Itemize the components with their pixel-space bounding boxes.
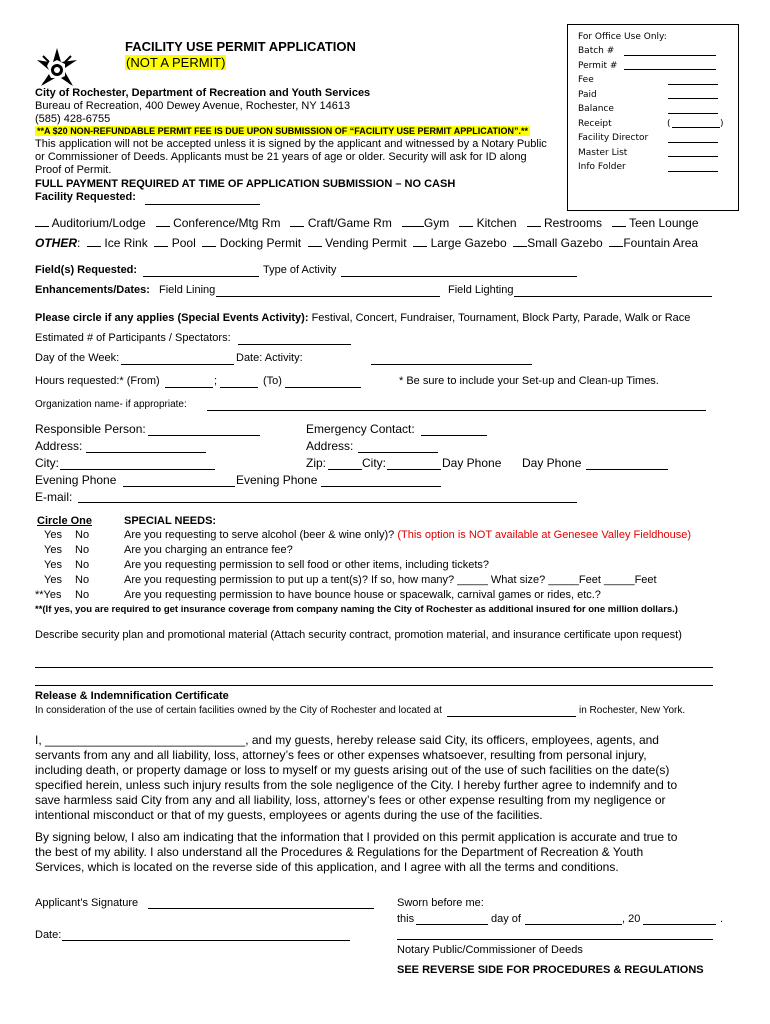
facility-auditorium: Auditorium/Lodge [51,216,146,230]
office-balance: Balance [578,104,614,114]
other-label: OTHER [35,236,77,250]
yes-option[interactable]: Yes [44,574,62,586]
zip-field[interactable] [328,469,362,470]
form-title: FACILITY USE PERMIT APPLICATION [125,39,356,54]
release-p1-line-3: including death, or property damage or loss to myself or my guests arising out of the use of such facilities on the date(s) [35,763,670,777]
insurance-note: **(If yes, you are required to get insurance coverage from company naming the City of Rochester as additional insured for one million dollars.) [35,604,678,615]
office-facility-director: Facility Director [578,133,649,143]
receipt-paren-close: ) [720,119,724,129]
office-batch: Batch # [578,46,615,56]
day-field[interactable] [416,924,488,925]
office-master-list: Master List [578,148,628,158]
day-phone2-label: Day Phone [522,456,582,470]
facility-director-field[interactable] [668,142,718,143]
day-phone-label: Day Phone [442,456,502,470]
field-lining-label: Field Lining [159,284,216,296]
hours-note: * Be sure to include your Set-up and Clean-up Times. [399,375,659,387]
hours-label: Hours requested:* (From) [35,375,160,387]
address-label: Address: [35,439,83,453]
date-activity-field[interactable] [371,364,532,365]
day-of-week-label: Day of the Week: [35,352,120,364]
office-paid: Paid [578,90,597,100]
consideration-text: In consideration of the use of certain facilities owned by the City of Rochester and located at [35,705,442,716]
day-of-week-field[interactable] [121,364,234,365]
day-phone-field[interactable] [586,469,668,470]
applicant-signature-field[interactable] [148,908,374,909]
org-name-field[interactable] [207,410,706,411]
release-p1-line-1: I, ______________________________, and my guests, hereby release said City, its officers, employees, agents, and [35,733,659,747]
office-info-folder: Info Folder [578,162,626,172]
facility-vending-permit: Vending Permit [325,236,407,250]
field-lining-field[interactable] [216,296,440,297]
in-rochester-text: in Rochester, New York. [579,705,686,716]
hours-semicolon: ; [214,375,218,387]
emergency-label: Emergency Contact: [306,422,415,436]
checkbox-line[interactable] [513,236,527,247]
facility-row-1 [35,216,699,230]
checkbox-line[interactable] [308,236,322,247]
zip-label: Zip: [306,456,327,470]
facility-ice-rink: Ice Rink [104,236,148,250]
facility-large-gazebo: Large Gazebo [430,236,507,250]
payment-notice: FULL PAYMENT REQUIRED AT TIME OF APPLICATION SUBMISSION – NO CASH [35,178,456,190]
yes-option[interactable]: **Yes [35,589,62,601]
release-p1-line-2: servants from any and all liability, loss, attorney’s fees or other expenses whatsoever, resulting from personal injury, [35,748,647,762]
release-p2-line-2: the best of my ability. I also understand all the Procedures & Regulations for the Department of Recreation & Youth [35,845,644,859]
info-folder-field[interactable] [668,171,718,172]
master-list-field[interactable] [668,156,718,157]
participants-label: Estimated # of Participants / Spectators: [35,332,231,344]
special-events-row [35,312,690,324]
checkbox-line[interactable] [156,216,170,227]
email-field[interactable] [78,502,577,503]
checkbox-line[interactable] [154,236,168,247]
enhancements-label: Enhancements/Dates: [35,284,150,296]
office-receipt: Receipt [578,119,612,129]
facility-conference: Conference/Mtg Rm [173,216,281,230]
intro-line-2: or Commissioner of Deeds. Applicants must be 21 years of age or older. Security will ask for ID along [35,151,527,163]
office-title: For Office Use Only: [578,32,667,42]
question-tent: Are you requesting permission to put up a tent(s)? If so, how many? _____ What size? _____Feet _____Feet [124,574,657,586]
office-permit: Permit # [578,61,618,71]
address-field[interactable] [86,452,206,453]
bureau-address: Bureau of Recreation, 400 Dewey Avenue, Rochester, NY 14613 [35,100,351,112]
this-label: this [397,913,415,925]
fields-requested-label: Field(s) Requested: [35,264,138,276]
question-sell-food: Are you requesting permission to sell food or other items, including tickets? [124,559,490,571]
release-p1-line-6: intentional misconduct or that of my guests, employees or agents during the use of the facilities. [35,808,543,822]
security-plan-field-2[interactable] [35,685,713,686]
facility-teen-lounge: Teen Lounge [629,216,699,230]
facility-requested-field[interactable] [145,204,260,205]
applicant-signature-label: Applicant’s Signature [35,897,139,909]
sworn-label: Sworn before me: [397,897,484,909]
evening-phone-label: Evening Phone [35,473,117,487]
security-plan-label: Describe security plan and promotional material (Attach security contract, promotion material, and insurance certificate upon request) [35,629,682,641]
facility-pool: Pool [171,236,196,250]
org-name: City of Rochester, Department of Recreation and Youth Services [35,87,371,99]
evening-phone2-field[interactable] [321,486,441,487]
period: . [720,913,724,925]
checkbox-line[interactable] [413,236,427,247]
fields-requested-field[interactable] [143,276,259,277]
paid-field[interactable] [668,98,718,99]
question-bounce-house: Are you requesting permission to have bounce house or spacewalk, carnival games or rides, etc.? [124,589,601,601]
checkbox-line[interactable] [609,236,623,247]
checkbox-line[interactable] [87,236,101,247]
checkbox-line[interactable] [527,216,541,227]
receipt-field[interactable] [672,127,720,128]
location-field[interactable] [447,716,576,717]
address2-field[interactable] [358,452,438,453]
checkbox-line[interactable] [35,216,49,227]
evening-phone2-label: Evening Phone [236,473,318,487]
release-p2-line-1: By signing below, I also am indicating that the information that I provided on this permit application is accurate and true to [35,830,678,844]
checkbox-line[interactable] [459,216,473,227]
permit-field[interactable] [624,69,716,70]
office-fee: Fee [578,75,594,85]
office-use-box [567,24,739,211]
fee-notice: **A $20 NON-REFUNDABLE PERMIT FEE IS DUE UPON SUBMISSION OF “FACILITY USE PERMIT APPLICATION”.** [37,126,529,136]
form-subtitle: (NOT A PERMIT) [126,55,226,70]
no-option[interactable]: No [75,589,90,601]
reverse-side-note: SEE REVERSE SIDE FOR PROCEDURES & REGULATIONS [397,964,704,976]
field-lighting-label: Field Lighting [448,284,514,296]
month-field[interactable] [525,924,622,925]
facility-row-2: OTHER: Ice Rink Pool Docking Permit Vending Permit Large Gazebo Small Gazebo Fountain Area [35,236,699,250]
circle-one-label: Circle One [37,515,93,527]
notary-signature-field[interactable] [397,939,713,940]
date-activity-label: Date: Activity: [236,352,303,364]
question-text: Are you requesting to serve alcohol (beer & wine only)? [124,529,395,541]
intro-line-1: This application will not be accepted unless it is signed by the applicant and witnessed by a Notary Public [35,138,547,150]
balance-field[interactable] [668,113,718,114]
security-plan-field-1[interactable] [35,667,713,668]
receipt-paren-open: ( [667,119,671,129]
facility-craft: Craft/Game Rm [307,216,392,230]
facility-small-gazebo: Small Gazebo [527,236,603,250]
no-option[interactable]: No [75,574,90,586]
checkbox-line[interactable] [612,216,626,227]
release-p2-line-3: Services, which is located on the reverse side of this application, and I agree with all the terms and conditions. [35,860,619,874]
org-name-label: Organization name- if appropriate: [35,399,187,410]
fee-field[interactable] [668,84,718,85]
no-option[interactable]: No [75,544,90,556]
facility-kitchen: Kitchen [476,216,517,230]
city2-field[interactable] [387,469,441,470]
facility-docking-permit: Docking Permit [219,236,302,250]
question-alcohol [124,529,691,541]
date-field[interactable] [62,940,350,941]
notary-label: Notary Public/Commissioner of Deeds [397,944,583,956]
hours-from-field-2[interactable] [220,387,258,388]
no-option[interactable]: No [75,529,90,541]
special-needs-heading: SPECIAL NEEDS: [124,515,217,527]
city-label: City: [35,456,59,470]
checkbox-line[interactable] [290,216,304,227]
yes-option[interactable]: Yes [44,544,62,556]
circle-applies-label: Please circle if any applies (Special Events Activity): [35,312,309,324]
phone-number: (585) 428-6755 [35,113,111,125]
field-lighting-field[interactable] [514,296,712,297]
city2-label: City: [362,456,386,470]
participants-field[interactable] [238,344,351,345]
batch-field[interactable] [624,55,716,56]
facility-requested-label: Facility Requested: [35,191,136,203]
event-options[interactable]: Festival, Concert, Fundraiser, Tournament, Block Party, Parade, Walk or Race [311,312,691,324]
facility-fountain-area: Fountain Area [623,236,699,250]
type-of-activity-label: Type of Activity [263,264,337,276]
year-label: , 20 [622,913,641,925]
hours-from-field[interactable] [165,387,213,388]
alcohol-note: (This option is NOT available at Genesee Valley Fieldhouse) [397,529,692,541]
intro-line-3: Proof of Permit. [35,164,112,176]
checkbox-line[interactable] [402,216,424,227]
day-of-label: day of [491,913,521,925]
year-field[interactable] [643,924,716,925]
yes-option[interactable]: Yes [44,529,62,541]
question-entrance-fee: Are you charging an entrance fee? [124,544,293,556]
email-label: E-mail: [35,490,73,504]
facility-restrooms: Restrooms [543,216,602,230]
evening-phone-field[interactable] [123,486,235,487]
city-field[interactable] [60,469,215,470]
checkbox-line[interactable] [202,236,216,247]
yes-option[interactable]: Yes [44,559,62,571]
no-option[interactable]: No [75,559,90,571]
address2-label: Address: [306,439,354,453]
facility-gym: Gym [423,216,450,230]
release-p1-line-5: save harmless said City from any and all liability, loss, attorney’s fees or other expense resulting from my negligence or [35,793,666,807]
type-of-activity-field[interactable] [341,276,577,277]
responsible-field[interactable] [148,435,260,436]
to-label: (To) [263,375,282,387]
hours-to-field[interactable] [285,387,361,388]
responsible-label: Responsible Person: [35,422,146,436]
date-label: Date: [35,929,62,941]
release-heading: Release & Indemnification Certificate [35,690,229,702]
emergency-field[interactable] [421,435,487,436]
release-p1-line-4: specified herein, unless such injury results from the sole negligence of the City. I hereby further agree to indemnify and to [35,778,678,792]
